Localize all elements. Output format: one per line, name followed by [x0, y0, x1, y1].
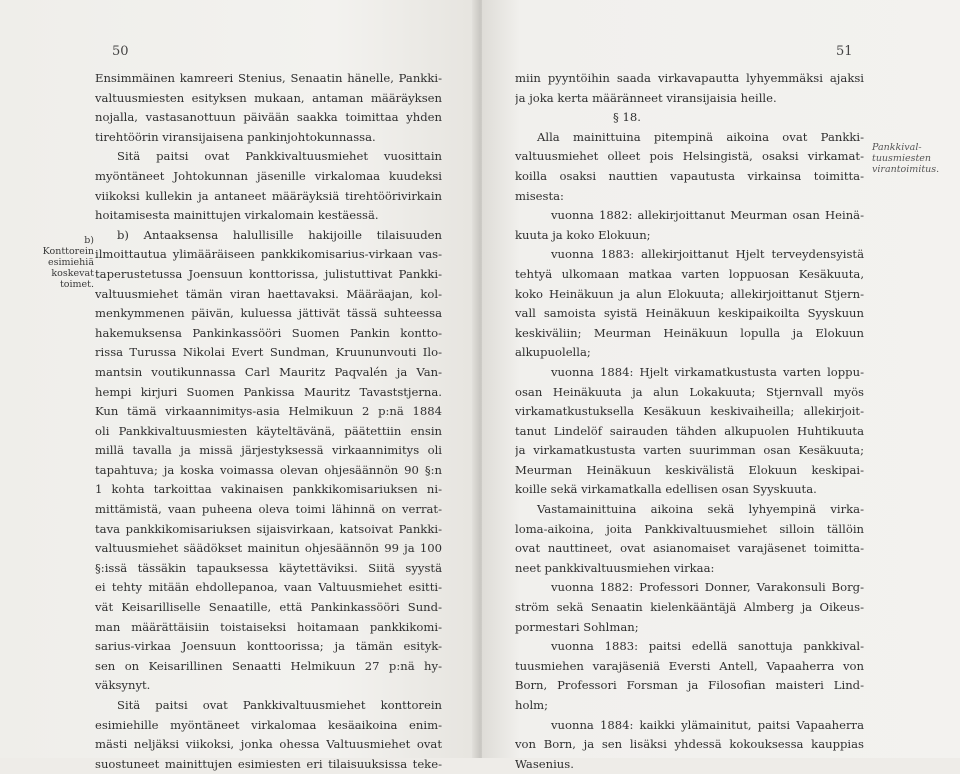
- text-line: ei tehty mitään ehdollepanoa, vaan Valtuusmiehet esitti-: [95, 580, 442, 595]
- text-line: misesta:: [515, 188, 564, 203]
- text-line: tanut Lindelöf sairauden tähden alkupuolen Huhtikuuta: [515, 423, 864, 438]
- text-line: mittämistä, vaan puheena oleva toimi lähinnä on verrat-: [95, 502, 442, 517]
- text-column: [515, 69, 864, 774]
- text-line: ovat nauttineet, ovat asianomaiset varajäsenet toimitta-: [515, 541, 864, 556]
- text-line: ja virkamatkustusta varten suurimman osan Kesäkuuta;: [515, 443, 864, 458]
- text-line: Kun tämä virkaannimitys-asia Helmikuun 2 p:nä 1884: [95, 404, 442, 419]
- text-line: valtuusmiehet tämän viran haettavaksi. Määräajan, kol-: [95, 286, 442, 301]
- text-line: ja joka kerta määränneet viransijaisia heille.: [515, 90, 777, 105]
- margin-note: Pankkival-tuusmiesten virantoimitus.: [872, 142, 940, 175]
- text-line: vuonna 1884: kaikki ylämainitut, paitsi Vapaaherra: [551, 717, 864, 732]
- margin-note: b) Konttorein esimiehiä koskevat toimet.: [42, 235, 94, 290]
- section-heading: § 18.: [613, 110, 641, 125]
- text-line: tehtyä ulkomaan matkaa varten loppuosan Kesäkuuta,: [515, 266, 864, 281]
- text-line: Wasenius.: [515, 756, 574, 771]
- text-line: ström sekä Senaatin kielenkääntäjä Almberg ja Oikeus-: [515, 600, 864, 615]
- text-line: Vastamainittuina aikoina sekä lyhyempinä virka-: [537, 502, 864, 517]
- text-line: Sitä paitsi ovat Pankkivaltuusmiehet konttorein: [117, 698, 442, 712]
- text-line: vuonna 1883: allekirjoittanut Hjelt terveydensyistä: [551, 247, 864, 262]
- text-line: virkamatkustuksella Kesäkuun keskivaiheilla; allekirjoit-: [515, 404, 864, 419]
- text-line: Born, Professori Forsman ja Filosofian maisteri Lind-: [515, 678, 864, 693]
- text-line: tuusmiehen varajäseniä Eversti Antell, Vapaaherra von: [515, 658, 864, 673]
- text-line: hoitamisesta mainittujen virkalomain kestäessä.: [95, 208, 379, 223]
- text-line: koilla osaksi nauttien vapautusta virkainsa toimitta-: [515, 168, 864, 183]
- text-line: myöntäneet Johtokunnan jäsenille virkalomaa kuudeksi: [95, 168, 442, 183]
- text-line: mantsin voutikunnassa Carl Mauritz Paqvalén ja Van-: [95, 364, 442, 379]
- text-line: miin pyyntöihin saada virkavapautta lyhyemmäksi ajaksi: [515, 71, 864, 85]
- left-page: [0, 0, 478, 771]
- text-line: koille sekä virkamatkalla edellisen osan Syyskuuta.: [515, 482, 817, 497]
- text-line: suostuneet mainittujen esimiesten eri tilaisuuksissa teke-: [95, 756, 442, 771]
- text-line: valtuusmiehet säädökset mainitun ohjesäännön 99 ja 100: [95, 541, 442, 556]
- text-line: esimiehille myöntäneet virkalomaa kesäaikoina enim-: [95, 717, 442, 732]
- text-line: Meurman Heinäkuun keskivälistä Elokuun keskipai-: [515, 462, 864, 477]
- text-line: koko Heinäkuun ja alun Elokuuta; allekirjoittanut Stjern-: [515, 286, 864, 301]
- text-line: valtuusmiesten esityksen mukaan, antaman määräyksen: [95, 90, 442, 105]
- text-line: vall samoista syistä Heinäkuun keskipaikoilta Syyskuun: [515, 306, 864, 321]
- text-line: rissa Turussa Nikolai Evert Sundman, Kruununvouti Ilo-: [95, 345, 442, 360]
- text-line: man määrättäisiin toistaiseksi hoitamaan pankkikomi-: [95, 619, 442, 634]
- text-line: hakemuksensa Pankinkassööri Suomen Pankin kontto-: [95, 325, 442, 340]
- text-line: ilmoittautua ylimääräiseen pankkikomisarius-virkaan vas-: [95, 247, 442, 262]
- text-line: väksynyt.: [95, 678, 151, 693]
- text-line: viikoksi kullekin ja antaneet määräyksiä tirehtöörivirkain: [95, 188, 442, 203]
- text-line: osan Heinäkuuta ja alun Lokakuuta; Stjernvall myös: [515, 384, 864, 399]
- text-line: sen on Keisarillinen Senaatti Helmikuun 27 p:nä hy-: [95, 658, 442, 673]
- text-line: keskiväliin; Meurman Heinäkuun lopulla ja Elokuun: [515, 325, 864, 340]
- text-line: vuonna 1882: Professori Donner, Varakonsuli Borg-: [551, 580, 864, 595]
- text-line: alkupuolella;: [515, 345, 591, 360]
- text-line: holm;: [515, 698, 549, 712]
- text-line: mästi neljäksi viikoksi, jonka ohessa Valtuusmiehet ovat: [95, 737, 442, 752]
- text-column: [95, 69, 442, 774]
- text-line: sarius-virkaa Joensuun konttoorissa; ja tämän esityk-: [95, 639, 442, 654]
- page-number: 50: [112, 44, 129, 59]
- text-line: tirehtöörin viransijaisena pankinjohtokunnassa.: [95, 129, 376, 144]
- text-line: menkymmenen päivän, kuluessa jättivät tässä suhteessa: [95, 306, 442, 321]
- text-line: pormestari Sohlman;: [515, 619, 639, 634]
- text-line: loma-aikoina, joita Pankkivaltuusmiehet silloin tällöin: [515, 521, 864, 536]
- text-line: tapahtuva; ja koska voimassa olevan ohjesäännön 90 §:n: [95, 462, 442, 477]
- text-line: millä tavalla ja missä järjestyksessä virkaannimitys oli: [95, 443, 442, 458]
- text-line: oli Pankkivaltuusmiesten käyteltävänä, päätettiin ensin: [95, 423, 442, 438]
- text-line: vuonna 1882: allekirjoittanut Meurman osan Heinä-: [551, 208, 864, 223]
- text-line: b) Antaaksensa halullisille hakijoille tilaisuuden: [117, 227, 442, 242]
- text-line: §:issä tässäkin tapauksessa käytettäviksi. Siitä syystä: [95, 560, 442, 575]
- text-line: hempi kirjuri Suomen Pankissa Mauritz Tavaststjerna.: [95, 384, 442, 399]
- text-line: 1 kohta tarkoittaa vakinaisen pankkikomisariuksen ni-: [95, 482, 442, 497]
- text-line: von Born, ja sen lisäksi yhdessä kokouksessa kauppias: [515, 737, 864, 752]
- text-line: taperustetussa Joensuun konttorissa, julistuttivat Pankki-: [95, 266, 442, 281]
- text-line: Ensimmäinen kamreeri Stenius, Senaatin hänelle, Pankki-: [95, 71, 442, 85]
- page-number: 51: [836, 44, 853, 59]
- text-line: nojalla, vastasanottuun päivään saakka toimittaa yhden: [95, 110, 442, 125]
- text-line: tava pankkikomisariuksen sijaisvirkaan, katsoivat Pankki-: [95, 521, 442, 536]
- text-line: kuuta ja koko Elokuun;: [515, 227, 651, 242]
- text-line: Alla mainittuina pitempinä aikoina ovat Pankki-: [537, 129, 864, 144]
- text-line: vuonna 1884: Hjelt virkamatkustusta varten loppu-: [551, 364, 864, 379]
- text-line: vät Keisarilliselle Senaatille, että Pankinkassööri Sund-: [95, 600, 442, 615]
- text-line: valtuusmiehet olleet pois Helsingistä, osaksi virkamat-: [515, 149, 864, 164]
- text-line: vuonna 1883: paitsi edellä sanottuja pankkival-: [551, 639, 864, 654]
- text-line: Sitä paitsi ovat Pankkivaltuusmiehet vuosittain: [117, 149, 442, 164]
- text-line: neet pankkivaltuusmiehen virkaa:: [515, 560, 715, 575]
